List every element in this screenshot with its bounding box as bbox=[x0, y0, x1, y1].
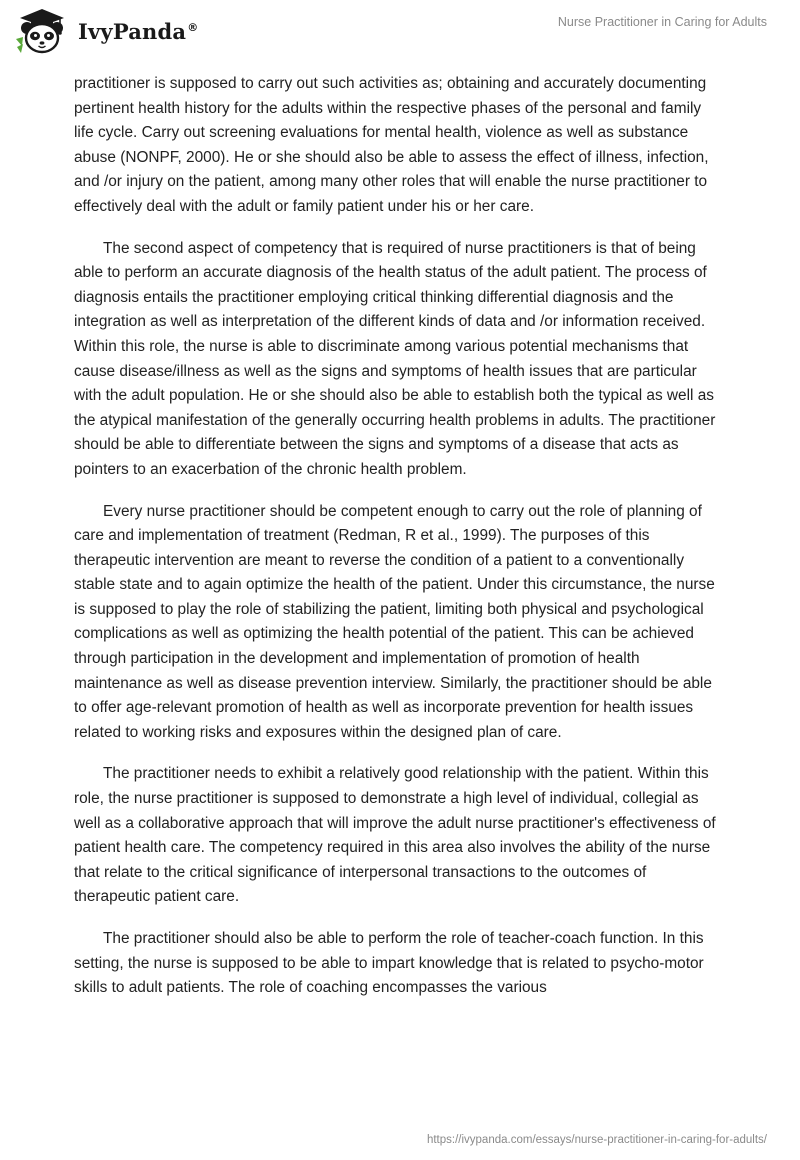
paragraph-diagnosis: The second aspect of competency that is required of nurse practitioners is that of being able to perform an accurate diagnosis of the health status of the adult patient. The process of diagnosis entails the practitioner employing critical thinking differential diagnosis and the integration as well as interpretation of the different kinds of data and /or information received. Within this role, the nurse is able to discriminate among various potential mechanisms that cause disease/illness as well as the signs and symptoms of health issues that are particular with the adult population. He or she should also be able to establish both the typical as well as the atypical manifestation of the generally occurring health problems in adults. The practitioner should be able to differentiate between the signs and symptoms of a disease that acts as pointers to an exacerbation of the chronic health problem. bbox=[74, 239, 716, 478]
ivypanda-logo[interactable] bbox=[14, 6, 198, 56]
paragraph-continued: practitioner is supposed to carry out such activities as; obtaining and accurately documenting pertinent health history for the adults within the respective phases of the personal and family life cycle. Carry out screening evaluations for mental health, violence as well as substance abuse (NONPF, 2000). He or she should also be able to assess the effect of illness, infection, and /or injury on the patient, among many other roles that will enable the nurse practitioner to effectively deal with the adult or family patient under his or her care. bbox=[74, 75, 709, 215]
brand-name bbox=[78, 19, 198, 44]
page-header bbox=[0, 0, 800, 62]
paragraph-relationship: The practitioner needs to exhibit a relatively good relationship with the patient. Within this role, the nurse practitioner is supposed to demonstrate a high level of individual, collegial as well as a collaborative approach that will improve the adult nurse practitioner's effectiveness of patient health care. The competency required in this area also involves the ability of the nurse that relate to the critical significance of interpersonal transactions to the outcomes of therapeutic patient care. bbox=[74, 765, 716, 906]
paragraph-teacher-coach: The practitioner should also be able to perform the role of teacher-coach function. In this setting, the nurse is supposed to be able to impart knowledge that is related to psycho-motor skills to adult patients. The role of coaching encompasses the various bbox=[74, 930, 704, 997]
paragraph-care-planning: Every nurse practitioner should be competent enough to carry out the role of planning of care and implementation of treatment (Redman, R et al., 1999). The purposes of this therapeutic intervention are meant to reverse the condition of a patient to a conventionally stable state and to again optimize the health of the patient. Under this circumstance, the nurse is supposed to play the role of stabilizing the patient, limiting both physical and psychological complications as well as optimizing the health potential of the patient. This can be achieved through participation in the development and implementation of promotion of health maintenance as well as disease prevention interview. Similarly, the practitioner should be able to offer age-relevant promotion of health as well as incorporate prevention for health issues related to working risks and exposures within the designed plan of care. bbox=[74, 502, 715, 741]
brand-name-text: IvyPanda bbox=[78, 18, 187, 44]
registered-mark: ® bbox=[187, 20, 199, 34]
source-url[interactable]: https://ivypanda.com/essays/nurse-practitioner-in-caring-for-adults/ bbox=[426, 1134, 767, 1146]
panda-graduate-icon bbox=[14, 6, 70, 56]
document-title: Nurse Practitioner in Caring for Adults bbox=[557, 15, 767, 29]
essay-body bbox=[74, 72, 724, 1018]
